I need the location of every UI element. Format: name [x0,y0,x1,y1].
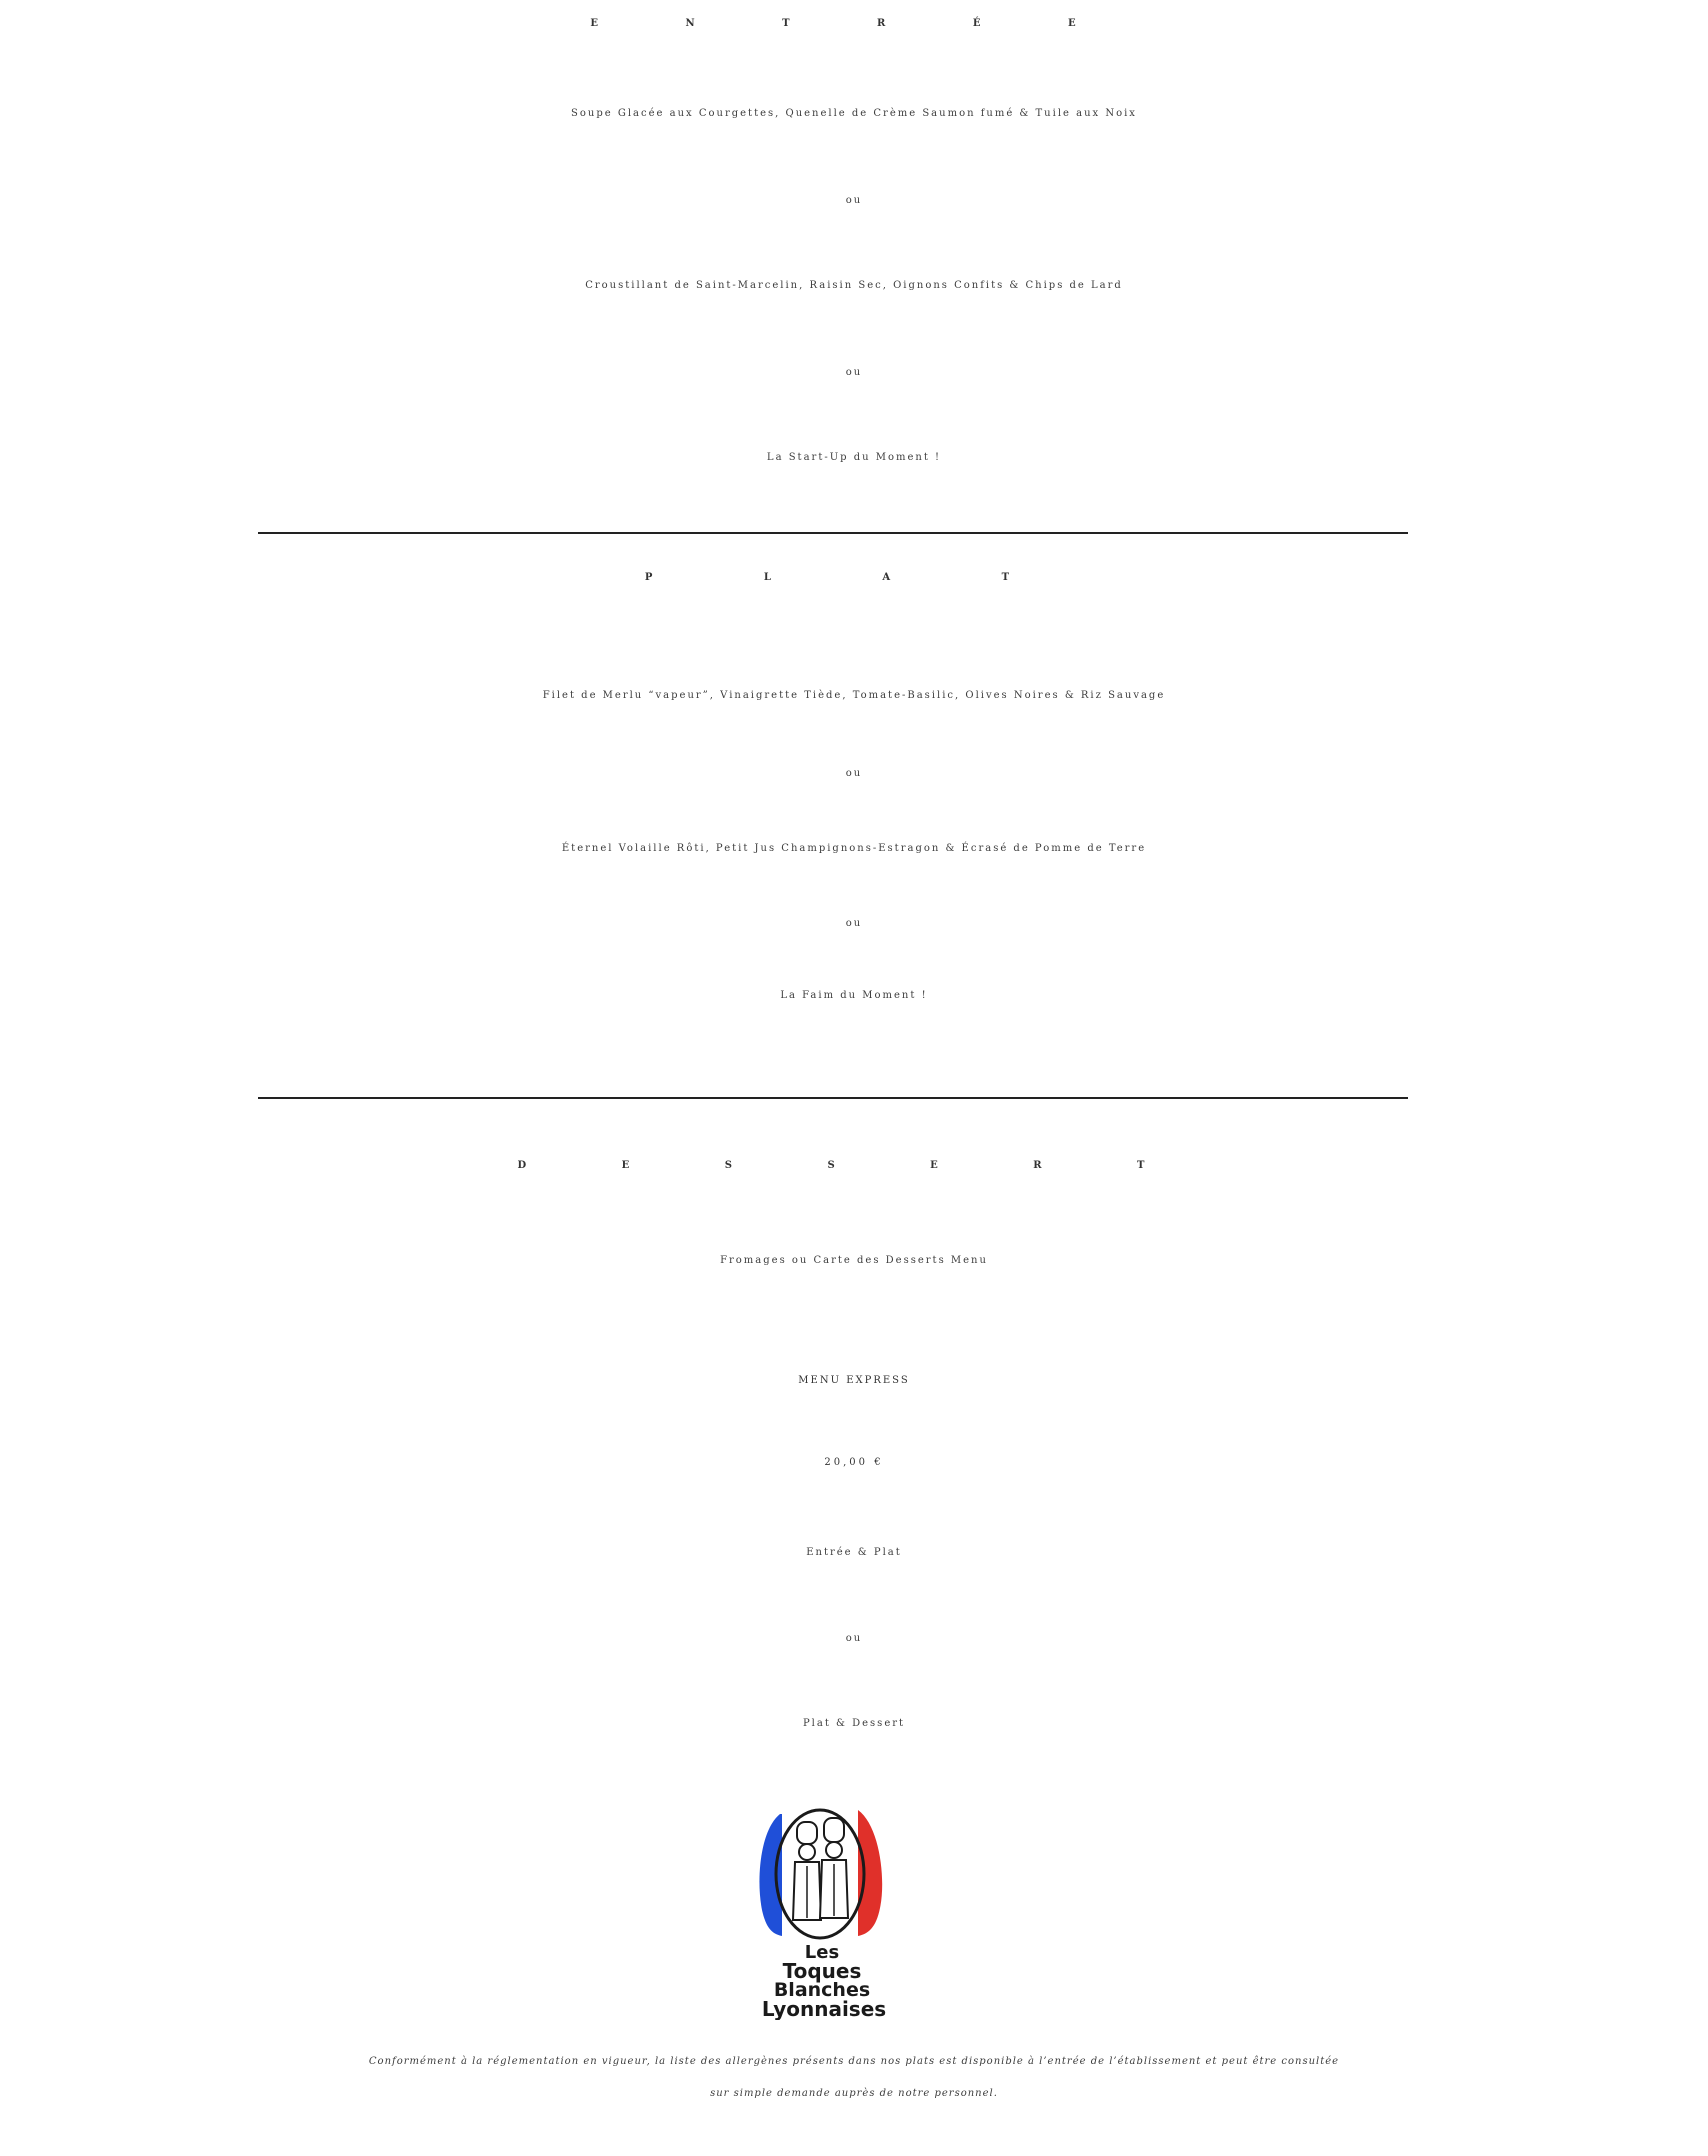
entree-item-1: Soupe Glacée aux Courgettes, Quenelle de Crème Saumon fumé & Tuile aux Noix [571,108,1137,119]
logo-text-toques: Toques [782,1959,862,1983]
logo-text-blanches: Blanches [773,1979,871,2001]
dessert-heading: D E S S E R T [517,1160,1191,1171]
entree-item-2: Croustillant de Saint-Marcelin, Raisin Sec, Oignons Confits & Chips de Lard [585,280,1123,291]
menu-express-option-1: Entrée & Plat [806,1547,902,1558]
plat-item-1: Filet de Merlu “vapeur”, Vinaigrette Tiède, Tomate-Basilic, Olives Noires & Riz Sauvage [542,690,1166,701]
plat-or-2: ou [845,918,863,929]
plat-heading: P L A T [644,572,1064,583]
separator-entree-plat [258,532,1408,534]
dessert-item-1: Fromages ou Carte des Desserts Menu [720,1255,988,1266]
toques-blanches-logo [740,1800,910,2020]
entree-or-2: ou [845,367,863,378]
plat-item-3: La Faim du Moment ! [780,990,928,1001]
allergen-notice-line-1: Conformément à la réglementation en vigueur, la liste des allergènes présents dans nos plats est disponible à l’entrée de l’établissement et peut être consultée [368,2056,1340,2067]
allergen-notice-line-2: sur simple demande auprès de notre personnel. [710,2088,998,2099]
plat-item-2: Éternel Volaille Rôti, Petit Jus Champignons-Estragon & Écrasé de Pomme de Terre [561,843,1147,854]
plat-or-1: ou [845,768,863,779]
menu-express-title: MENU EXPRESS [798,1375,910,1386]
entree-item-3: La Start-Up du Moment ! [766,452,942,463]
logo-text-lyonnaises: Lyonnaises [761,1997,887,2020]
entree-heading: E N T R É E [590,18,1118,29]
separator-plat-dessert [258,1097,1408,1099]
menu-express-option-2: Plat & Dessert [802,1718,906,1729]
menu-express-or: ou [845,1633,863,1644]
entree-or-1: ou [845,195,863,206]
menu-express-price: 20,00 € [824,1457,884,1468]
logo-text-les: Les [804,1942,840,1963]
